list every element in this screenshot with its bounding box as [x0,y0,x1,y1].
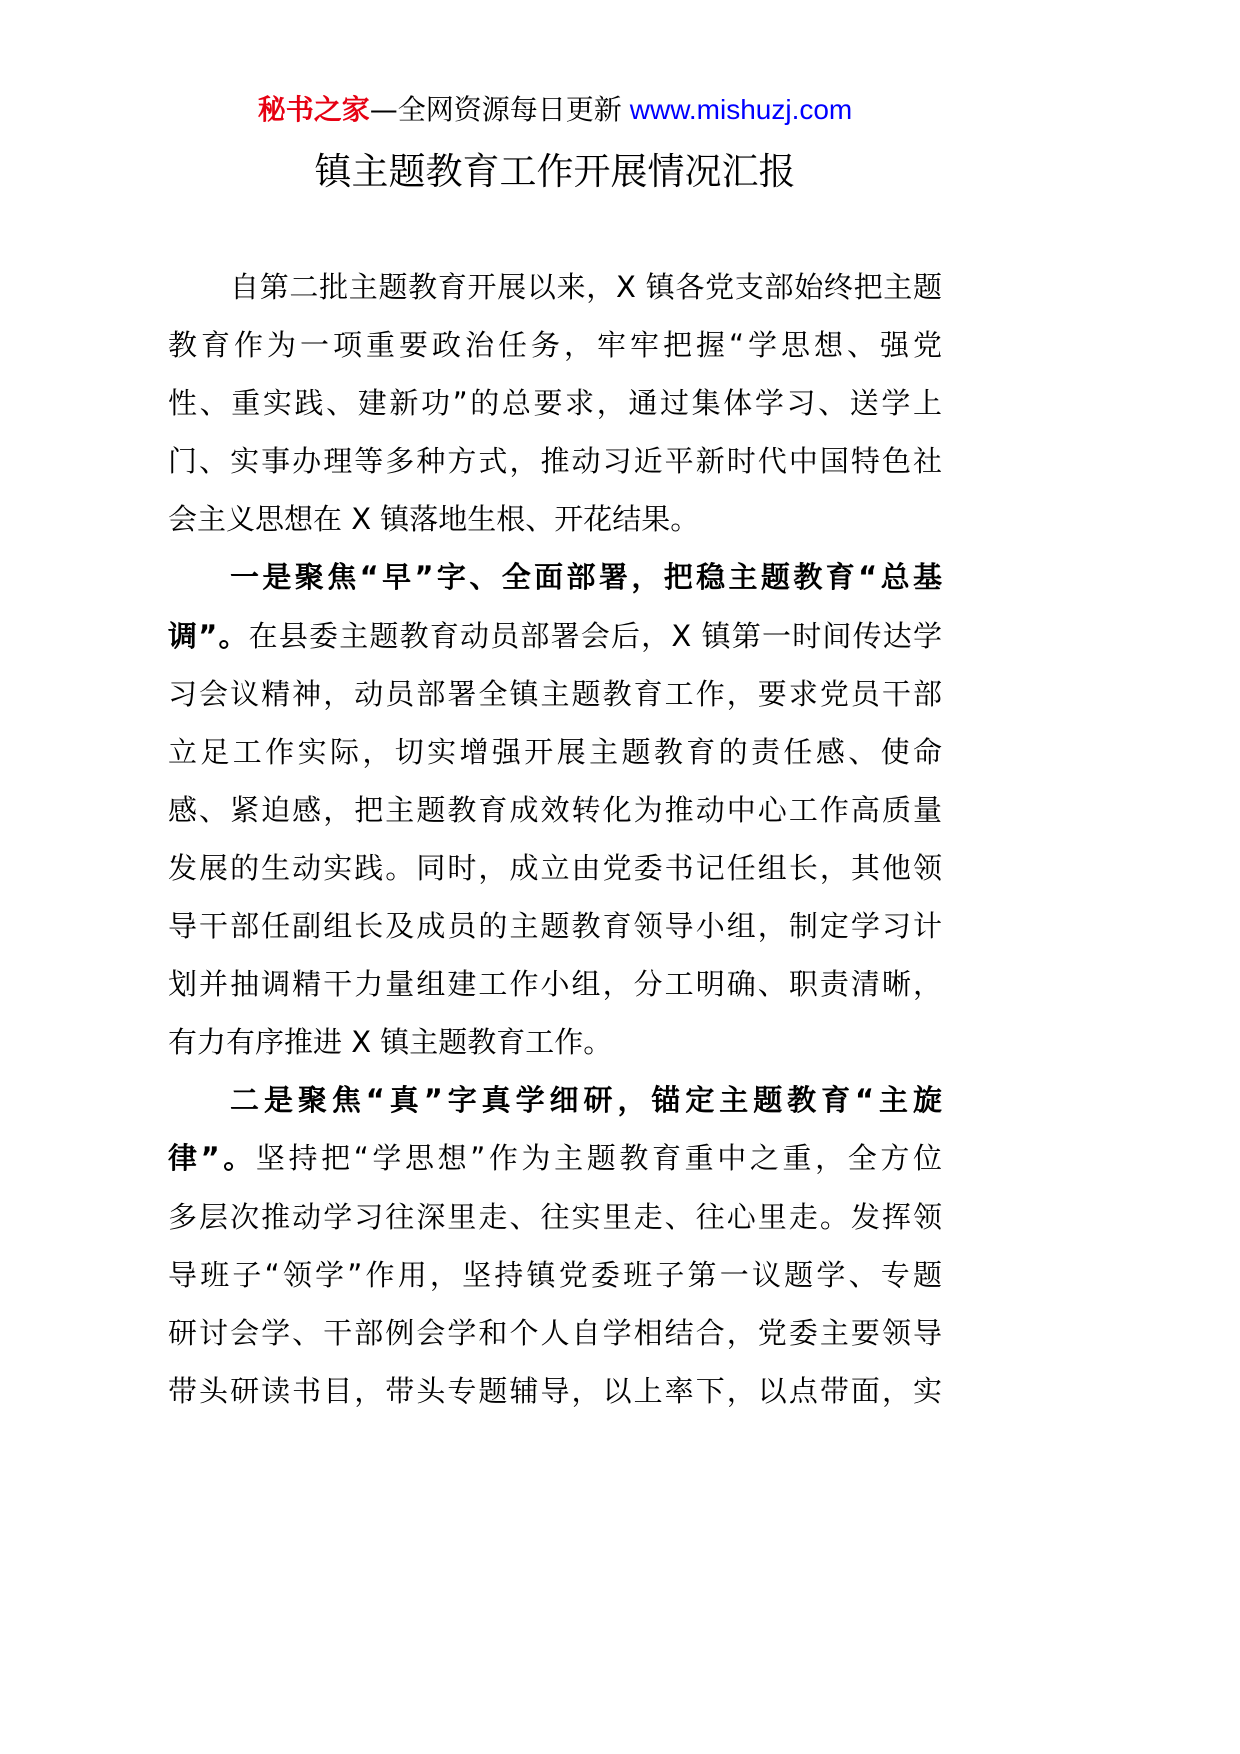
line-text: 教育作为一项重要政治任务，牢牢把握“学思想、强党 [168,328,942,363]
line-text: 多层次推动学习往深里走、往实里走、往心里走。发挥领 [168,1199,942,1234]
text-line [168,374,942,432]
header-tagline: —全网资源每日更新 [369,93,622,126]
text-line [168,1188,942,1246]
text-line [168,607,942,665]
text-line [168,1304,942,1362]
paragraph [168,548,942,1071]
line-text: 有力有序推进 X 镇主题教育工作。 [168,1025,613,1060]
bold-lead-text: 二是聚焦“真”字真学细研，锚定主题教育“主旋 [230,1083,942,1118]
line-text: 性、重实践、建新功”的总要求，通过集体学习、送学上 [168,386,942,421]
text-line [168,316,942,374]
text-line [168,490,942,548]
line-text: 发展的生动实践。同时，成立由党委书记任组长，其他领 [168,850,942,885]
text-line [168,1071,942,1129]
document-body [168,258,942,1420]
text-line [168,723,942,781]
paragraph [168,1071,942,1420]
text-line [168,1013,942,1071]
text-line [168,781,942,839]
line-text: 导干部任副组长及成员的主题教育领导小组，制定学习计 [168,909,942,944]
text-line [168,897,942,955]
bold-lead-text: 律”。 [168,1141,256,1176]
text-line [168,258,942,316]
text-line [168,1129,942,1187]
line-text: 会主义思想在 X 镇落地生根、开花结果。 [168,502,700,537]
text-line [168,839,942,897]
site-url-link[interactable]: www.mishuzj.com [629,94,853,125]
paragraph [168,258,942,548]
text-line [168,548,942,606]
line-text: 立足工作实际，切实增强开展主题教育的责任感、使命 [168,734,942,769]
text-line [168,665,942,723]
line-text: 门、实事办理等多种方式，推动习近平新时代中国特色社 [168,444,942,479]
bold-lead-text: 一是聚焦“早”字、全面部署，把稳主题教育“总基 [230,560,942,595]
bold-lead-text: 调”。 [168,618,249,653]
text-line [168,1246,942,1304]
text-line [168,955,942,1013]
line-text: 习会议精神，动员部署全镇主题教育工作，要求党员干部 [168,676,942,711]
site-header [168,90,942,130]
line-text: 感、紧迫感，把主题教育成效转化为推动中心工作高质量 [168,792,942,827]
line-text: 划并抽调精干力量组建工作小组，分工明确、职责清晰， [168,967,942,1002]
line-text: 带头研读书目，带头专题辅导，以上率下，以点带面，实 [168,1373,942,1408]
line-text: 坚持把“学思想”作为主题教育重中之重，全方位 [255,1141,942,1176]
line-text: 研讨会学、干部例会学和个人自学相结合，党委主要领导 [168,1315,942,1350]
text-line [168,1362,942,1420]
line-text: 在县委主题教育动员部署会后，X 镇第一时间传达学 [248,618,943,653]
brand-name: 秘书之家 [257,93,370,126]
line-text: 自第二批主题教育开展以来，X 镇各党支部始终把主题 [230,270,942,304]
document-title: 镇主题教育工作开展情况汇报 [314,150,796,193]
line-text: 导班子“领学”作用，坚持镇党委班子第一议题学、专题 [168,1257,942,1292]
text-line [168,432,942,490]
